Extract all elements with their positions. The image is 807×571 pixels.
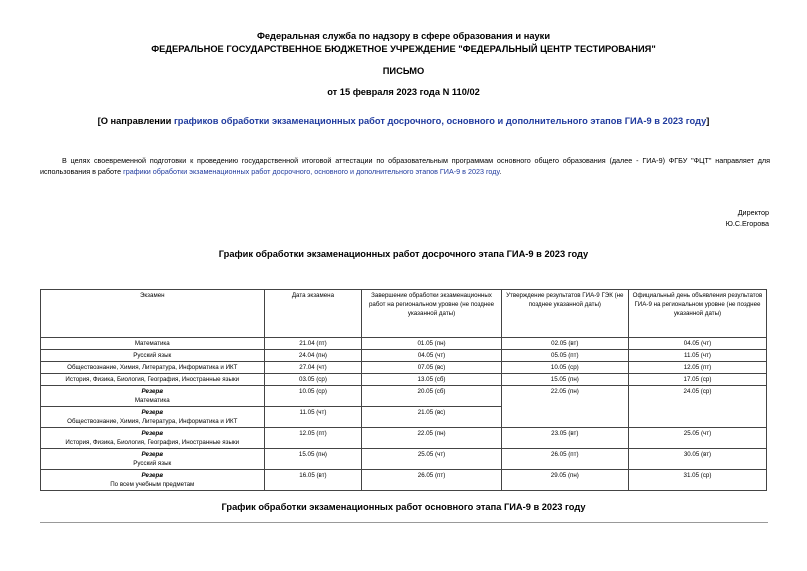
cell-approval: 26.05 (пт) — [501, 449, 628, 470]
signer-name: Ю.С.Егорова — [725, 219, 769, 228]
cell-approval: 05.05 (пт) — [501, 350, 628, 362]
cell-approval: 23.05 (вт) — [501, 428, 628, 449]
cell-approval: 02.05 (вт) — [501, 338, 628, 350]
reserve-label: Резерв — [141, 472, 164, 479]
cell-processing: 04.05 (чт) — [362, 350, 501, 362]
cell-date: 27.04 (чт) — [264, 362, 362, 374]
header-processing: Завершение обработки экзаменационных работ на региональном уровне (не позднее указанной даты) — [362, 290, 501, 338]
cell-processing: 01.05 (пн) — [362, 338, 501, 350]
cell-announcement: 31.05 (ср) — [628, 470, 766, 491]
header-announcement: Официальный день объявления результатов ГИА-9 на региональном уровне (не позднее указанной даты) — [628, 290, 766, 338]
table-row-reserve — [41, 470, 767, 491]
cell-approval: 15.05 (пн) — [501, 374, 628, 386]
body-paragraph — [40, 155, 770, 177]
paragraph-text: В целях своевременной подготовки к проведению государственной итоговой аттестации по образовательным программам основного общего образования (далее - ГИА-9) ФГБУ "ФЦТ" направляет для использования в работе — [40, 156, 770, 176]
cell-exam: Русский язык — [41, 350, 265, 362]
cell-exam: Обществознание, Химия, Литература, Информатика и ИКТ — [41, 362, 265, 374]
cell-processing: 07.05 (вс) — [362, 362, 501, 374]
subject-suffix: ] — [706, 116, 710, 126]
table-row-reserve — [41, 428, 767, 449]
cell-announcement: 11.05 (чт) — [628, 350, 766, 362]
cell-approval: 29.05 (пн) — [501, 470, 628, 491]
signer-title: Директор — [737, 208, 769, 217]
agency-name: Федеральная служба по надзору в сфере образования и науки — [256, 31, 551, 41]
reserve-label: Резерв — [141, 388, 164, 395]
table-header-row — [41, 290, 767, 338]
reserve-exam: Обществознание, Химия, Литература, Информатика и ИКТ — [67, 418, 238, 425]
table-row — [41, 374, 767, 386]
cell-approval-merged: 22.05 (пн) — [501, 386, 628, 428]
cell-announcement: 12.05 (пт) — [628, 362, 766, 374]
cell-exam — [41, 470, 265, 491]
cell-date: 03.05 (ср) — [264, 374, 362, 386]
reserve-exam: Русский язык — [133, 460, 172, 467]
header-exam-date: Дата экзамена — [264, 290, 362, 338]
cell-date: 11.05 (чт) — [264, 407, 362, 428]
reserve-label: Резерв — [141, 409, 164, 416]
paragraph-link[interactable]: графики обработки экзаменационных работ досрочного, основного и дополнительного этапов ГИА-9 в 2023 году — [123, 167, 500, 176]
cell-processing: 26.05 (пт) — [362, 470, 501, 491]
cell-exam — [41, 428, 265, 449]
cell-approval: 10.05 (ср) — [501, 362, 628, 374]
header-exam: Экзамен — [41, 290, 265, 338]
reserve-exam: Математика — [134, 397, 170, 404]
next-table-title: График обработки экзаменационных работ основного этапа ГИА-9 в 2023 году — [221, 502, 586, 512]
cell-date: 12.05 (пт) — [264, 428, 362, 449]
reserve-exam: По всем учебным предметам — [110, 481, 195, 488]
cell-exam: Математика — [41, 338, 265, 350]
cell-exam: История, Физика, Биология, География, Иностранные языки — [41, 374, 265, 386]
table-row-reserve — [41, 449, 767, 470]
document-date: от 15 февраля 2023 года N 110/02 — [327, 87, 480, 97]
reserve-exam: История, Физика, Биология, География, Иностранные языки — [65, 439, 240, 446]
schedule-table — [40, 289, 767, 491]
cell-announcement: 17.05 (ср) — [628, 374, 766, 386]
table-row — [41, 350, 767, 362]
cell-announcement: 04.05 (чт) — [628, 338, 766, 350]
cell-date: 15.05 (пн) — [264, 449, 362, 470]
table-row-reserve — [41, 386, 767, 407]
cell-processing: 25.05 (чт) — [362, 449, 501, 470]
divider — [40, 522, 768, 523]
cell-date: 10.05 (ср) — [264, 386, 362, 407]
header-approval: Утверждение результатов ГИА-9 ГЭК (не позднее указанной даты) — [501, 290, 628, 338]
reserve-label: Резерв — [141, 451, 164, 458]
subject-link[interactable]: графиков обработки экзаменационных работ досрочного, основного и дополнительного этапов ГИА-9 в 2023 году — [173, 116, 707, 126]
cell-date: 24.04 (пн) — [264, 350, 362, 362]
cell-exam — [41, 407, 265, 428]
institution-name: ФЕДЕРАЛЬНОЕ ГОСУДАРСТВЕННОЕ БЮДЖЕТНОЕ УЧРЕЖДЕНИЕ "ФЕДЕРАЛЬНЫЙ ЦЕНТР ТЕСТИРОВАНИЯ" — [151, 44, 656, 54]
cell-date: 16.05 (вт) — [264, 470, 362, 491]
cell-exam — [41, 449, 265, 470]
document-type: ПИСЬМО — [382, 66, 425, 76]
cell-processing: 21.05 (вс) — [362, 407, 501, 428]
paragraph-end: . — [499, 167, 502, 176]
cell-announcement-merged: 24.05 (ср) — [628, 386, 766, 428]
table-title: График обработки экзаменационных работ досрочного этапа ГИА-9 в 2023 году — [218, 249, 589, 259]
table-row — [41, 338, 767, 350]
cell-exam — [41, 386, 265, 407]
cell-processing: 22.05 (пн) — [362, 428, 501, 449]
table-row — [41, 362, 767, 374]
cell-announcement: 30.05 (вт) — [628, 449, 766, 470]
subject-prefix: [О направлении — [97, 116, 174, 126]
cell-date: 21.04 (пт) — [264, 338, 362, 350]
reserve-label: Резерв — [141, 430, 164, 437]
document-subject — [0, 116, 807, 126]
cell-announcement: 25.05 (чт) — [628, 428, 766, 449]
cell-processing: 13.05 (сб) — [362, 374, 501, 386]
cell-processing: 20.05 (сб) — [362, 386, 501, 407]
